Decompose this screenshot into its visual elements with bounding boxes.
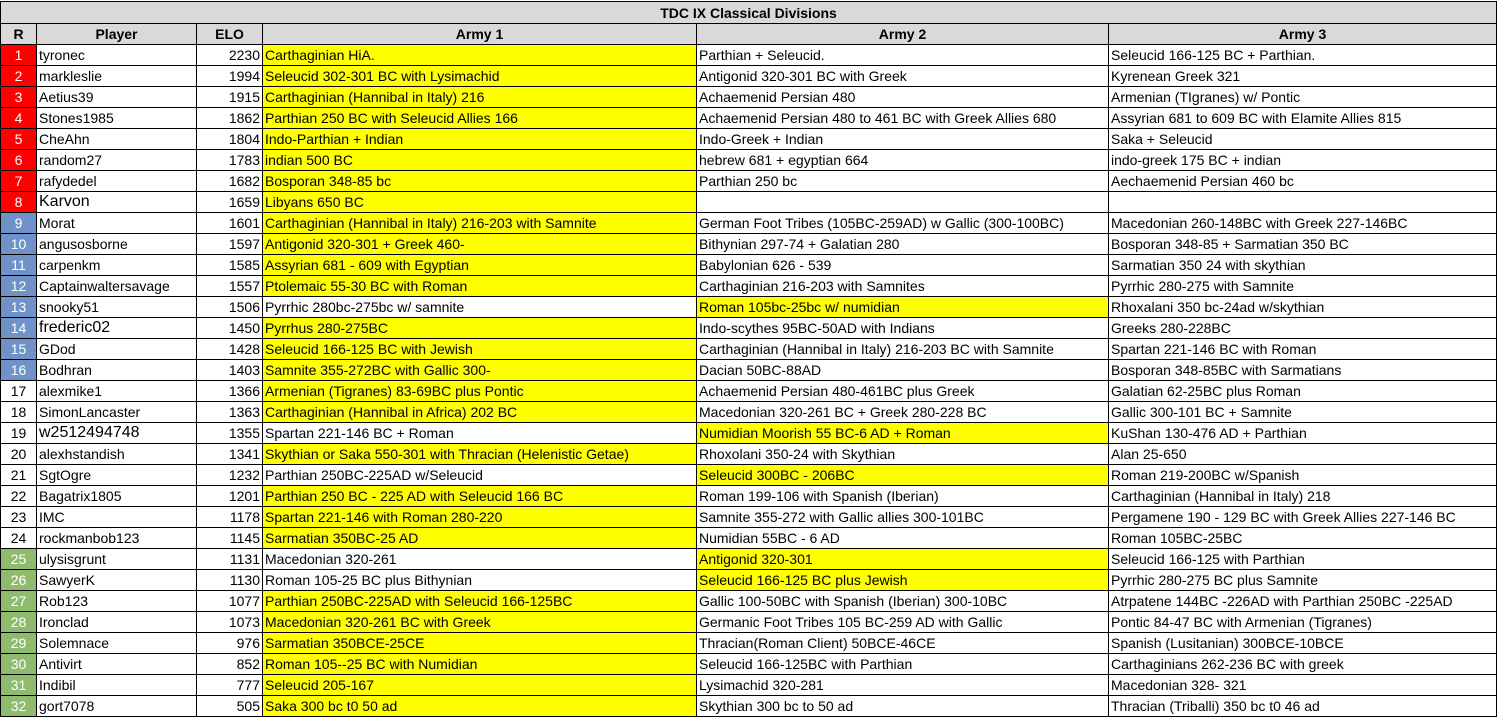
army-2-cell[interactable]: Skythian 300 bc to 50 ad xyxy=(697,696,1109,717)
table-row xyxy=(1,234,1497,255)
table-row xyxy=(1,633,1497,654)
table-row xyxy=(1,297,1497,318)
elo-cell[interactable]: 1428 xyxy=(197,339,263,360)
player-cell[interactable]: rafydedel xyxy=(37,171,197,192)
elo-cell[interactable]: 1363 xyxy=(197,402,263,423)
rank-cell[interactable]: 1 xyxy=(1,45,37,66)
table-body xyxy=(1,45,1497,717)
table-row xyxy=(1,45,1497,66)
army-3-cell[interactable]: Aechaemenid Persian 460 bc xyxy=(1109,171,1497,192)
rank-cell[interactable]: 3 xyxy=(1,87,37,108)
table-row xyxy=(1,108,1497,129)
army-3-cell[interactable]: Saka + Seleucid xyxy=(1109,129,1497,150)
table-row xyxy=(1,696,1497,717)
player-cell[interactable]: w2512494748 xyxy=(37,423,197,444)
rank-cell[interactable]: 26 xyxy=(1,570,37,591)
army-1-cell[interactable]: Sarmatian 350BC-25 AD xyxy=(263,528,697,549)
elo-cell[interactable]: 852 xyxy=(197,654,263,675)
army-3-cell[interactable]: Pyrrhic 280-275 with Samnite xyxy=(1109,276,1497,297)
elo-cell[interactable]: 1994 xyxy=(197,66,263,87)
army-1-cell[interactable]: Antigonid 320-301 + Greek 460- xyxy=(263,234,697,255)
elo-cell[interactable]: 1915 xyxy=(197,87,263,108)
rank-cell[interactable]: 28 xyxy=(1,612,37,633)
army-3-cell[interactable]: Spanish (Lusitanian) 300BCE-10BCE xyxy=(1109,633,1497,654)
army-2-cell[interactable]: Roman 105bc-25bc w/ numidian xyxy=(697,297,1109,318)
player-cell[interactable]: SimonLancaster xyxy=(37,402,197,423)
player-cell[interactable]: Captainwaltersavage xyxy=(37,276,197,297)
army-1-cell[interactable]: Seleucid 205-167 xyxy=(263,675,697,696)
table-row xyxy=(1,402,1497,423)
table-row xyxy=(1,675,1497,696)
player-cell[interactable]: snooky51 xyxy=(37,297,197,318)
army-3-cell[interactable]: Macedonian 328- 321 xyxy=(1109,675,1497,696)
army-2-cell[interactable]: Achaemenid Persian 480 xyxy=(697,87,1109,108)
army-1-cell[interactable]: Indo-Parthian + Indian xyxy=(263,129,697,150)
rank-cell[interactable]: 32 xyxy=(1,696,37,717)
rank-cell[interactable]: 22 xyxy=(1,486,37,507)
table-row xyxy=(1,255,1497,276)
table-row xyxy=(1,360,1497,381)
rank-cell[interactable]: 14 xyxy=(1,318,37,339)
col-header-army-1: Army 1 xyxy=(263,24,697,45)
col-header-rank: R xyxy=(1,24,37,45)
army-3-cell[interactable]: Alan 25-650 xyxy=(1109,444,1497,465)
army-3-cell[interactable]: Pergamene 190 - 129 BC with Greek Allies 227-146 BC xyxy=(1109,507,1497,528)
army-2-cell[interactable]: Indo-Greek + Indian xyxy=(697,129,1109,150)
army-2-cell[interactable]: hebrew 681 + egyptian 664 xyxy=(697,150,1109,171)
army-3-cell[interactable]: Sarmatian 350 24 with skythian xyxy=(1109,255,1497,276)
rank-cell[interactable]: 7 xyxy=(1,171,37,192)
player-cell[interactable]: markleslie xyxy=(37,66,197,87)
rank-cell[interactable]: 29 xyxy=(1,633,37,654)
table-row xyxy=(1,381,1497,402)
sheet-title: TDC IX Classical Divisions xyxy=(1,2,1497,24)
table-row xyxy=(1,150,1497,171)
rank-cell[interactable]: 20 xyxy=(1,444,37,465)
player-cell[interactable]: ulysisgrunt xyxy=(37,549,197,570)
rank-cell[interactable]: 24 xyxy=(1,528,37,549)
army-2-cell[interactable]: Thracian(Roman Client) 50BCE-46CE xyxy=(697,633,1109,654)
player-cell[interactable]: GDod xyxy=(37,339,197,360)
elo-cell[interactable]: 1403 xyxy=(197,360,263,381)
army-1-cell[interactable]: indian 500 BC xyxy=(263,150,697,171)
rank-cell[interactable]: 30 xyxy=(1,654,37,675)
table-row xyxy=(1,276,1497,297)
army-3-cell[interactable]: Spartan 221-146 BC with Roman xyxy=(1109,339,1497,360)
elo-cell[interactable]: 1659 xyxy=(197,192,263,213)
table-row xyxy=(1,444,1497,465)
army-3-cell[interactable]: Greeks 280-228BC xyxy=(1109,318,1497,339)
player-cell[interactable]: carpenkm xyxy=(37,255,197,276)
rank-cell[interactable]: 18 xyxy=(1,402,37,423)
army-2-cell[interactable]: Achaemenid Persian 480-461BC plus Greek xyxy=(697,381,1109,402)
rank-cell[interactable]: 4 xyxy=(1,108,37,129)
army-3-cell[interactable]: Macedonian 260-148BC with Greek 227-146BC xyxy=(1109,213,1497,234)
rank-cell[interactable]: 12 xyxy=(1,276,37,297)
rank-cell[interactable]: 6 xyxy=(1,150,37,171)
army-2-cell[interactable]: Germanic Foot Tribes 105 BC-259 AD with Gallic xyxy=(697,612,1109,633)
army-2-cell[interactable]: Dacian 50BC-88AD xyxy=(697,360,1109,381)
army-2-cell[interactable]: Bithynian 297-74 + Galatian 280 xyxy=(697,234,1109,255)
player-cell[interactable]: gort7078 xyxy=(37,696,197,717)
rank-cell[interactable]: 15 xyxy=(1,339,37,360)
rank-cell[interactable]: 2 xyxy=(1,66,37,87)
army-2-cell[interactable]: Lysimachid 320-281 xyxy=(697,675,1109,696)
army-1-cell[interactable]: Sarmatian 350BCE-25CE xyxy=(263,633,697,654)
army-2-cell[interactable]: Parthian 250 bc xyxy=(697,171,1109,192)
player-cell[interactable]: random27 xyxy=(37,150,197,171)
rank-cell[interactable]: 16 xyxy=(1,360,37,381)
elo-cell[interactable]: 1783 xyxy=(197,150,263,171)
rank-cell[interactable]: 11 xyxy=(1,255,37,276)
player-cell[interactable]: frederic02 xyxy=(37,318,197,339)
rank-cell[interactable]: 8 xyxy=(1,192,37,213)
army-1-cell[interactable]: Ptolemaic 55-30 BC with Roman xyxy=(263,276,697,297)
player-cell[interactable]: Bodhran xyxy=(37,360,197,381)
rank-cell[interactable]: 5 xyxy=(1,129,37,150)
army-1-cell[interactable]: Parthian 250BC-225AD w/Seleucid xyxy=(263,465,697,486)
army-1-cell[interactable]: Pyrrhic 280bc-275bc w/ samnite xyxy=(263,297,697,318)
army-1-cell[interactable]: Parthian 250 BC with Seleucid Allies 166 xyxy=(263,108,697,129)
table-row xyxy=(1,570,1497,591)
elo-cell[interactable]: 1145 xyxy=(197,528,263,549)
army-2-cell[interactable]: Babylonian 626 - 539 xyxy=(697,255,1109,276)
army-2-cell[interactable]: Macedonian 320-261 BC + Greek 280-228 BC xyxy=(697,402,1109,423)
army-3-cell[interactable]: Roman 219-200BC w/Spanish xyxy=(1109,465,1497,486)
army-1-cell[interactable]: Armenian (Tigranes) 83-69BC plus Pontic xyxy=(263,381,697,402)
table-row xyxy=(1,465,1497,486)
elo-cell[interactable]: 2230 xyxy=(197,45,263,66)
table-row xyxy=(1,129,1497,150)
col-header-elo: ELO xyxy=(197,24,263,45)
army-3-cell[interactable]: Bosporan 348-85 + Sarmatian 350 BC xyxy=(1109,234,1497,255)
army-1-cell[interactable]: Spartan 221-146 with Roman 280-220 xyxy=(263,507,697,528)
army-3-cell[interactable]: Thracian (Triballi) 350 bc t0 46 ad xyxy=(1109,696,1497,717)
table-row xyxy=(1,486,1497,507)
player-cell[interactable]: SawyerK xyxy=(37,570,197,591)
rank-cell[interactable]: 9 xyxy=(1,213,37,234)
table-row xyxy=(1,423,1497,444)
army-2-cell[interactable] xyxy=(697,192,1109,213)
divisions-table xyxy=(0,1,1497,717)
rank-cell[interactable]: 31 xyxy=(1,675,37,696)
rank-cell[interactable]: 21 xyxy=(1,465,37,486)
army-3-cell[interactable]: Armenian (TIgranes) w/ Pontic xyxy=(1109,87,1497,108)
player-cell[interactable]: Rob123 xyxy=(37,591,197,612)
army-1-cell[interactable]: Skythian or Saka 550-301 with Thracian (Helenistic Getae) xyxy=(263,444,697,465)
player-cell[interactable]: Indibil xyxy=(37,675,197,696)
table-row xyxy=(1,507,1497,528)
army-2-cell[interactable]: Numidian 55BC - 6 AD xyxy=(697,528,1109,549)
army-3-cell[interactable]: Carthaginians 262-236 BC with greek xyxy=(1109,654,1497,675)
army-2-cell[interactable]: German Foot Tribes (105BC-259AD) w Gallic (300-100BC) xyxy=(697,213,1109,234)
army-1-cell[interactable]: Saka 300 bc t0 50 ad xyxy=(263,696,697,717)
army-1-cell[interactable]: Carthaginian (Hannibal in Italy) 216 xyxy=(263,87,697,108)
elo-cell[interactable]: 1557 xyxy=(197,276,263,297)
army-1-cell[interactable]: Parthian 250 BC - 225 AD with Seleucid 166 BC xyxy=(263,486,697,507)
table-row xyxy=(1,654,1497,675)
col-header-army-2: Army 2 xyxy=(697,24,1109,45)
table-row xyxy=(1,612,1497,633)
army-3-cell[interactable]: KuShan 130-476 AD + Parthian xyxy=(1109,423,1497,444)
player-cell[interactable]: IMC xyxy=(37,507,197,528)
army-2-cell[interactable]: Rhoxolani 350-24 with Skythian xyxy=(697,444,1109,465)
army-3-cell[interactable]: Seleucid 166-125 BC + Parthian. xyxy=(1109,45,1497,66)
player-cell[interactable]: Antivirt xyxy=(37,654,197,675)
elo-cell[interactable]: 1178 xyxy=(197,507,263,528)
player-cell[interactable]: Ironclad xyxy=(37,612,197,633)
elo-cell[interactable]: 1201 xyxy=(197,486,263,507)
elo-cell[interactable]: 1682 xyxy=(197,171,263,192)
table-row xyxy=(1,591,1497,612)
army-2-cell[interactable]: Seleucid 300BC - 206BC xyxy=(697,465,1109,486)
army-2-cell[interactable]: Seleucid 166-125 BC plus Jewish xyxy=(697,570,1109,591)
army-2-cell[interactable]: Antigonid 320-301 BC with Greek xyxy=(697,66,1109,87)
col-header-player: Player xyxy=(37,24,197,45)
army-2-cell[interactable]: Antigonid 320-301 xyxy=(697,549,1109,570)
army-2-cell[interactable]: Numidian Moorish 55 BC-6 AD + Roman xyxy=(697,423,1109,444)
player-cell[interactable]: Bagatrix1805 xyxy=(37,486,197,507)
rank-cell[interactable]: 17 xyxy=(1,381,37,402)
elo-cell[interactable]: 1597 xyxy=(197,234,263,255)
army-1-cell[interactable]: Assyrian 681 - 609 with Egyptian xyxy=(263,255,697,276)
player-cell[interactable]: Aetius39 xyxy=(37,87,197,108)
army-1-cell[interactable]: Carthaginian (Hannibal in Italy) 216-203 with Samnite xyxy=(263,213,697,234)
army-2-cell[interactable]: Seleucid 166-125BC with Parthian xyxy=(697,654,1109,675)
army-3-cell[interactable]: Roman 105BC-25BC xyxy=(1109,528,1497,549)
elo-cell[interactable]: 1862 xyxy=(197,108,263,129)
elo-cell[interactable]: 1355 xyxy=(197,423,263,444)
army-1-cell[interactable]: Samnite 355-272BC with Gallic 300- xyxy=(263,360,697,381)
army-2-cell[interactable]: Parthian + Seleucid. xyxy=(697,45,1109,66)
elo-cell[interactable]: 1077 xyxy=(197,591,263,612)
elo-cell[interactable]: 1073 xyxy=(197,612,263,633)
army-3-cell[interactable]: Atrpatene 144BC -226AD with Parthian 250BC -225AD xyxy=(1109,591,1497,612)
elo-cell[interactable]: 1506 xyxy=(197,297,263,318)
army-2-cell[interactable]: Gallic 100-50BC with Spanish (Iberian) 300-10BC xyxy=(697,591,1109,612)
rank-cell[interactable]: 25 xyxy=(1,549,37,570)
army-3-cell[interactable]: Pontic 84-47 BC with Armenian (Tigranes) xyxy=(1109,612,1497,633)
rank-cell[interactable]: 23 xyxy=(1,507,37,528)
army-1-cell[interactable]: Roman 105-25 BC plus Bithynian xyxy=(263,570,697,591)
army-2-cell[interactable]: Roman 199-106 with Spanish (Iberian) xyxy=(697,486,1109,507)
player-cell[interactable]: CheAhn xyxy=(37,129,197,150)
army-3-cell[interactable]: Galatian 62-25BC plus Roman xyxy=(1109,381,1497,402)
col-header-army-3: Army 3 xyxy=(1109,24,1497,45)
army-1-cell[interactable]: Roman 105--25 BC with Numidian xyxy=(263,654,697,675)
elo-cell[interactable]: 1232 xyxy=(197,465,263,486)
army-3-cell[interactable]: Seleucid 166-125 with Parthian xyxy=(1109,549,1497,570)
player-cell[interactable]: Karvon xyxy=(37,192,197,213)
table-row xyxy=(1,318,1497,339)
army-1-cell[interactable]: Carthaginian (Hannibal in Africa) 202 BC xyxy=(263,402,697,423)
elo-cell[interactable]: 1585 xyxy=(197,255,263,276)
table-row xyxy=(1,213,1497,234)
player-cell[interactable]: Morat xyxy=(37,213,197,234)
player-cell[interactable]: Stones1985 xyxy=(37,108,197,129)
elo-cell[interactable]: 1450 xyxy=(197,318,263,339)
army-1-cell[interactable]: Parthian 250BC-225AD with Seleucid 166-125BC xyxy=(263,591,697,612)
army-1-cell[interactable]: Carthaginian HiA. xyxy=(263,45,697,66)
player-cell[interactable]: tyronec xyxy=(37,45,197,66)
army-2-cell[interactable]: Carthaginian (Hannibal in Italy) 216-203 BC with Samnite xyxy=(697,339,1109,360)
elo-cell[interactable]: 1341 xyxy=(197,444,263,465)
player-cell[interactable]: rockmanbob123 xyxy=(37,528,197,549)
rank-cell[interactable]: 19 xyxy=(1,423,37,444)
rank-cell[interactable]: 10 xyxy=(1,234,37,255)
army-1-cell[interactable]: Seleucid 166-125 BC with Jewish xyxy=(263,339,697,360)
army-3-cell[interactable]: Bosporan 348-85BC with Sarmatians xyxy=(1109,360,1497,381)
player-cell[interactable]: angusosborne xyxy=(37,234,197,255)
elo-cell[interactable]: 976 xyxy=(197,633,263,654)
table-row xyxy=(1,339,1497,360)
elo-cell[interactable]: 505 xyxy=(197,696,263,717)
elo-cell[interactable]: 1601 xyxy=(197,213,263,234)
player-cell[interactable]: Solemnace xyxy=(37,633,197,654)
army-2-cell[interactable]: Achaemenid Persian 480 to 461 BC with Greek Allies 680 xyxy=(697,108,1109,129)
army-1-cell[interactable]: Seleucid 302-301 BC with Lysimachid xyxy=(263,66,697,87)
army-3-cell[interactable]: Gallic 300-101 BC + Samnite xyxy=(1109,402,1497,423)
elo-cell[interactable]: 1131 xyxy=(197,549,263,570)
rank-cell[interactable]: 27 xyxy=(1,591,37,612)
table-row xyxy=(1,87,1497,108)
army-3-cell[interactable]: Kyrenean Greek 321 xyxy=(1109,66,1497,87)
army-3-cell[interactable]: Pyrrhic 280-275 BC plus Samnite xyxy=(1109,570,1497,591)
table-row xyxy=(1,528,1497,549)
elo-cell[interactable]: 1804 xyxy=(197,129,263,150)
army-3-cell[interactable]: Rhoxalani 350 bc-24ad w/skythian xyxy=(1109,297,1497,318)
army-1-cell[interactable]: Libyans 650 BC xyxy=(263,192,697,213)
player-cell[interactable]: SgtOgre xyxy=(37,465,197,486)
army-1-cell[interactable]: Spartan 221-146 BC + Roman xyxy=(263,423,697,444)
rank-cell[interactable]: 13 xyxy=(1,297,37,318)
player-cell[interactable]: alexhstandish xyxy=(37,444,197,465)
player-cell[interactable]: alexmike1 xyxy=(37,381,197,402)
elo-cell[interactable]: 1130 xyxy=(197,570,263,591)
army-3-cell[interactable]: Carthaginian (Hannibal in Italy) 218 xyxy=(1109,486,1497,507)
elo-cell[interactable]: 777 xyxy=(197,675,263,696)
army-1-cell[interactable]: Macedonian 320-261 BC with Greek xyxy=(263,612,697,633)
army-2-cell[interactable]: Indo-scythes 95BC-50AD with Indians xyxy=(697,318,1109,339)
table-row xyxy=(1,66,1497,87)
army-3-cell[interactable] xyxy=(1109,192,1497,213)
army-3-cell[interactable]: indo-greek 175 BC + indian xyxy=(1109,150,1497,171)
table-row xyxy=(1,192,1497,213)
table-row xyxy=(1,549,1497,570)
army-1-cell[interactable]: Macedonian 320-261 xyxy=(263,549,697,570)
army-2-cell[interactable]: Carthaginian 216-203 with Samnites xyxy=(697,276,1109,297)
table-row xyxy=(1,171,1497,192)
elo-cell[interactable]: 1366 xyxy=(197,381,263,402)
army-1-cell[interactable]: Pyrrhus 280-275BC xyxy=(263,318,697,339)
army-3-cell[interactable]: Assyrian 681 to 609 BC with Elamite Allies 815 xyxy=(1109,108,1497,129)
army-2-cell[interactable]: Samnite 355-272 with Gallic allies 300-101BC xyxy=(697,507,1109,528)
army-1-cell[interactable]: Bosporan 348-85 bc xyxy=(263,171,697,192)
